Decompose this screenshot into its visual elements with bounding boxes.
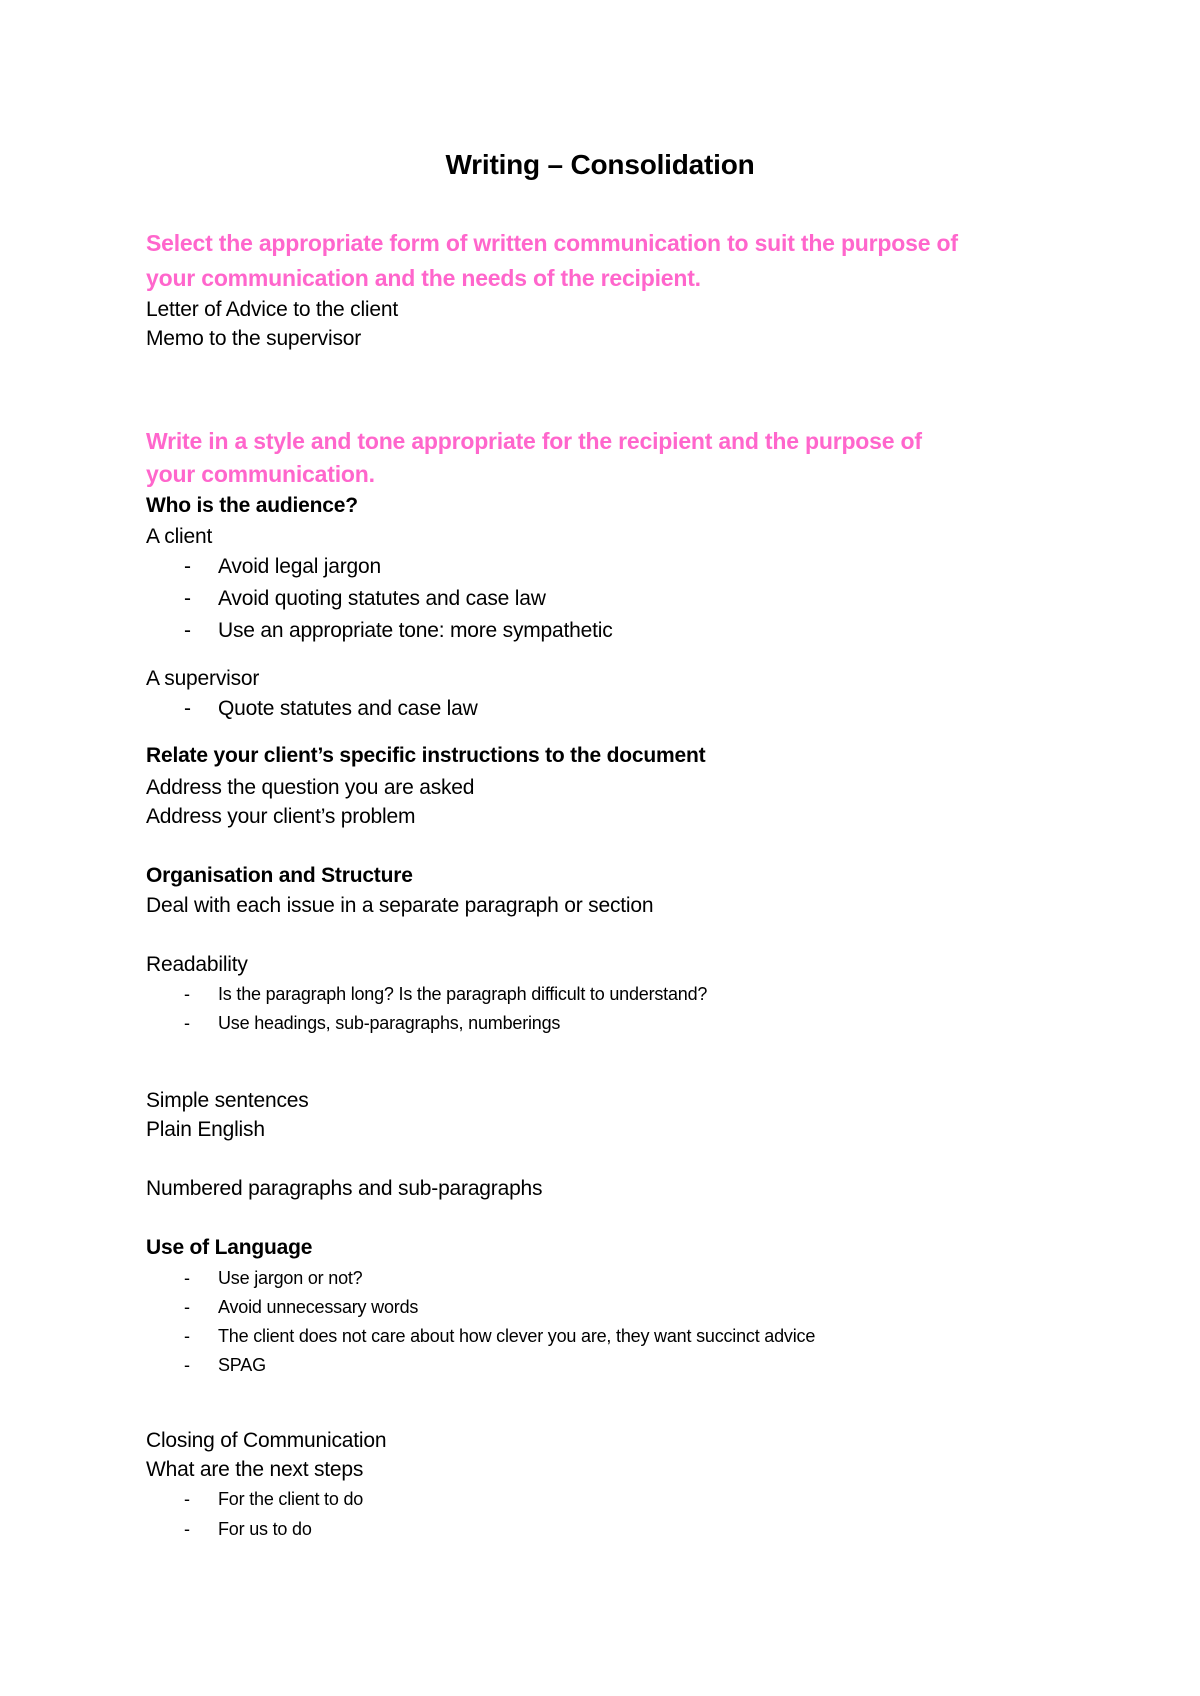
language-bullet: Use jargon or not? [218, 1268, 363, 1288]
section1-line2: Memo to the supervisor [146, 327, 362, 350]
bullet-mark: - [184, 1355, 190, 1375]
section1-heading-line2: your communication and the needs of the recipient. [146, 265, 701, 291]
language-bullet: SPAG [218, 1355, 266, 1375]
bullet-mark: - [184, 1297, 190, 1317]
bullet-mark: - [184, 1268, 190, 1288]
section6-heading: Closing of Communication [146, 1429, 387, 1452]
section1-line1: Letter of Advice to the client [146, 298, 398, 321]
section3-heading: Relate your client’s specific instructions to the document [146, 744, 706, 767]
client-bullet: Use an appropriate tone: more sympathetic [218, 619, 613, 642]
section4-line1: Deal with each issue in a separate paragraph or section [146, 894, 654, 917]
language-bullet: Avoid unnecessary words [218, 1297, 419, 1317]
bullet-mark: - [184, 555, 191, 578]
section4-heading: Organisation and Structure [146, 864, 413, 887]
page-title: Writing – Consolidation [445, 149, 755, 180]
next-steps-bullet: For us to do [218, 1519, 312, 1539]
section3-line2: Address your client’s problem [146, 805, 416, 828]
bullet-mark: - [184, 619, 191, 642]
plain-english-line: Plain English [146, 1118, 265, 1141]
readability-bullet: Is the paragraph long? Is the paragraph difficult to understand? [218, 984, 708, 1004]
bullet-mark: - [184, 1489, 190, 1509]
simple-sentences-line: Simple sentences [146, 1089, 309, 1112]
bullet-mark: - [184, 697, 191, 720]
section5-heading: Use of Language [146, 1236, 313, 1259]
bullet-mark: - [184, 1013, 190, 1033]
next-steps-bullet: For the client to do [218, 1489, 364, 1509]
supervisor-label: A supervisor [146, 667, 260, 690]
audience-heading: Who is the audience? [146, 494, 358, 517]
section3-line1: Address the question you are asked [146, 776, 475, 799]
language-bullet: The client does not care about how clever you are, they want succinct advice [218, 1326, 816, 1346]
numbered-paragraphs-line: Numbered paragraphs and sub-paragraphs [146, 1177, 543, 1200]
client-bullet: Avoid quoting statutes and case law [218, 587, 546, 610]
readability-label: Readability [146, 953, 248, 976]
section2-heading-line1: Write in a style and tone appropriate for the recipient and the purpose of [146, 428, 922, 454]
readability-bullet: Use headings, sub-paragraphs, numberings [218, 1013, 561, 1033]
client-label: A client [146, 525, 213, 548]
client-bullet: Avoid legal jargon [218, 555, 381, 578]
section2-heading-line2: your communication. [146, 461, 375, 487]
bullet-mark: - [184, 1326, 190, 1346]
bullet-mark: - [184, 587, 191, 610]
bullet-mark: - [184, 1519, 190, 1539]
bullet-mark: - [184, 984, 190, 1004]
supervisor-bullet: Quote statutes and case law [218, 697, 478, 720]
section6-line1: What are the next steps [146, 1458, 364, 1481]
section1-heading-line1: Select the appropriate form of written communication to suit the purpose of [146, 230, 958, 256]
